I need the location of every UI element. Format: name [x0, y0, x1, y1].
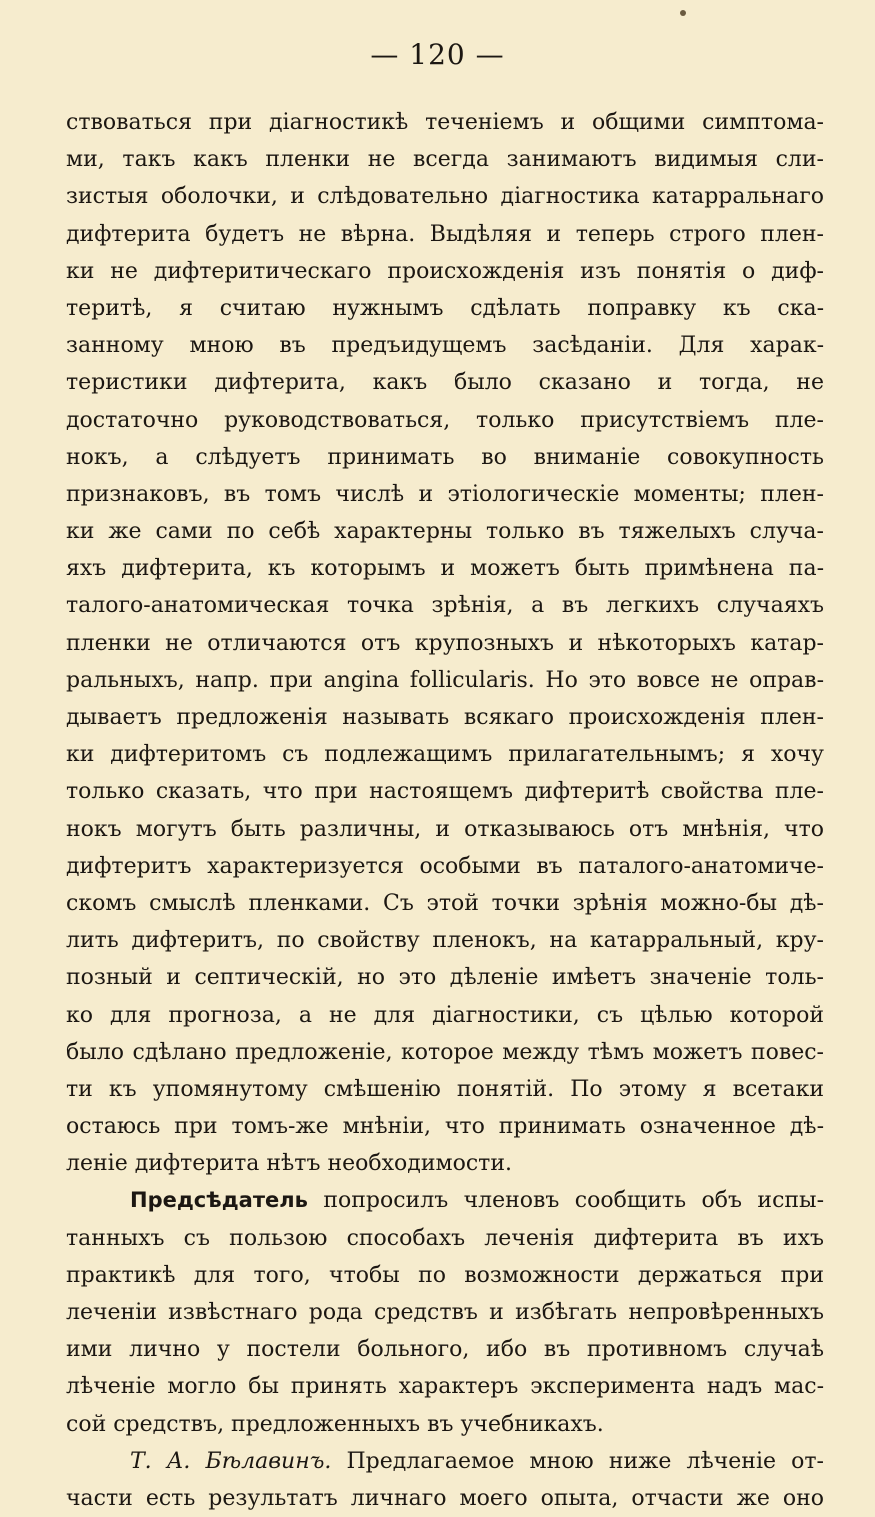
- text-line: танныхъ съ пользою способахъ леченія дифтерита въ ихъ: [66, 1225, 824, 1251]
- text-line: сой средствъ, предложенныхъ въ учебникахъ.: [66, 1411, 604, 1437]
- text-line: яхъ дифтерита, къ которымъ и можетъ быть примѣнена па-: [66, 556, 824, 582]
- paragraph-3: [66, 1443, 824, 1517]
- text-line: признаковъ, въ томъ числѣ и этіологическіе моменты; плен-: [66, 481, 824, 507]
- text-line: части есть результатъ личнаго моего опыта, отчасти же оно: [66, 1485, 824, 1511]
- text-line: леченіи извѣстнаго рода средствъ и избѣгать непровѣренныхъ: [66, 1300, 824, 1325]
- text-line: ральныхъ, напр. при angina follicularis. Но это вовсе не оправ-: [66, 667, 824, 693]
- text-line: занному мною въ предъидущемъ засѣданіи. Для харак-: [66, 333, 824, 359]
- text-line: позный и септическій, но это дѣленіе имѣетъ значеніе толь-: [66, 965, 824, 991]
- text-line: ими лично у постели больного, ибо въ противномъ случаѣ: [66, 1337, 824, 1363]
- text-line: ки же сами по себѣ характерны только въ тяжелыхъ случа-: [66, 519, 824, 545]
- text-line: ствоваться при діагностикѣ теченіемъ и общими симптома-: [66, 110, 824, 135]
- text-line: нокъ могутъ быть различны, и отказываюсь отъ мнѣнія, что: [66, 816, 824, 842]
- speaker-text: попросилъ членовъ сообщить объ испы-: [323, 1188, 824, 1214]
- text-line: остаюсь при томъ-же мнѣніи, что принимать означенное дѣ-: [66, 1114, 824, 1140]
- ink-spot: [680, 10, 686, 16]
- text-line: ми, такъ какъ пленки не всегда занимаютъ видимыя сли-: [66, 147, 824, 173]
- text-line: ко для прогноза, а не для діагностики, съ цѣлью которой: [66, 1002, 824, 1028]
- text-line: лѣченіе могло бы принять характеръ эксперимента надъ мас-: [66, 1374, 824, 1400]
- speaker-name: Т. А. Бѣлавинъ.: [130, 1448, 332, 1474]
- text-line: [66, 1443, 824, 1480]
- page-body: [66, 104, 824, 1517]
- text-line: теритѣ, я считаю нужнымъ сдѣлать поправку къ ска-: [66, 295, 824, 321]
- text-line: дываетъ предложенія называть всякаго происхожденія плен-: [66, 705, 824, 730]
- text-line: [66, 1182, 824, 1219]
- text-line: ти къ упомянутому смѣшенію понятій. По этому я всетаки: [66, 1076, 824, 1102]
- text-line: нокъ, а слѣдуетъ принимать во вниманіе совокупность: [66, 444, 824, 470]
- text-line: талого-анатомическая точка зрѣнія, а въ легкихъ случаяхъ: [66, 593, 824, 619]
- text-line: дифтерита будетъ не вѣрна. Выдѣляя и теперь строго плен-: [66, 221, 824, 247]
- paragraph-1: [66, 104, 824, 1182]
- text-line: теристики дифтерита, какъ было сказано и тогда, не: [66, 370, 824, 396]
- text-line: ки не дифтеритическаго происхожденія изъ понятія о диф-: [66, 258, 824, 284]
- text-line: лить дифтеритъ, по свойству пленокъ, на катарральный, кру-: [66, 928, 824, 954]
- text-line: пленки не отличаются отъ крупозныхъ и нѣкоторыхъ катар-: [66, 630, 824, 656]
- paragraph-2: [66, 1182, 824, 1442]
- text-line: ки дифтеритомъ съ подлежащимъ прилагательнымъ; я хочу: [66, 742, 824, 768]
- text-line: леніе дифтерита нѣтъ необходимости.: [66, 1151, 512, 1177]
- text-line: было сдѣлано предложеніе, которое между тѣмъ можетъ повес-: [66, 1039, 824, 1065]
- speaker-text: Предлагаемое мною ниже лѣченіе от-: [346, 1448, 824, 1474]
- text-line: скомъ смыслѣ пленками. Съ этой точки зрѣнія можно-бы дѣ-: [66, 890, 824, 916]
- text-line: только сказать, что при настоящемъ дифтеритѣ свойства пле-: [66, 779, 824, 805]
- text-line: практикѣ для того, чтобы по возможности держаться при: [66, 1262, 824, 1288]
- speaker-name: Предсѣдатель: [130, 1188, 308, 1213]
- text-line: зистыя оболочки, и слѣдовательно діагностика катарральнаго: [66, 184, 824, 210]
- page-number: — 120 —: [370, 38, 505, 71]
- text-line: достаточно руководствоваться, только присутствіемъ пле-: [66, 407, 824, 433]
- text-line: дифтеритъ характеризуется особыми въ паталого-анатомиче-: [66, 853, 824, 879]
